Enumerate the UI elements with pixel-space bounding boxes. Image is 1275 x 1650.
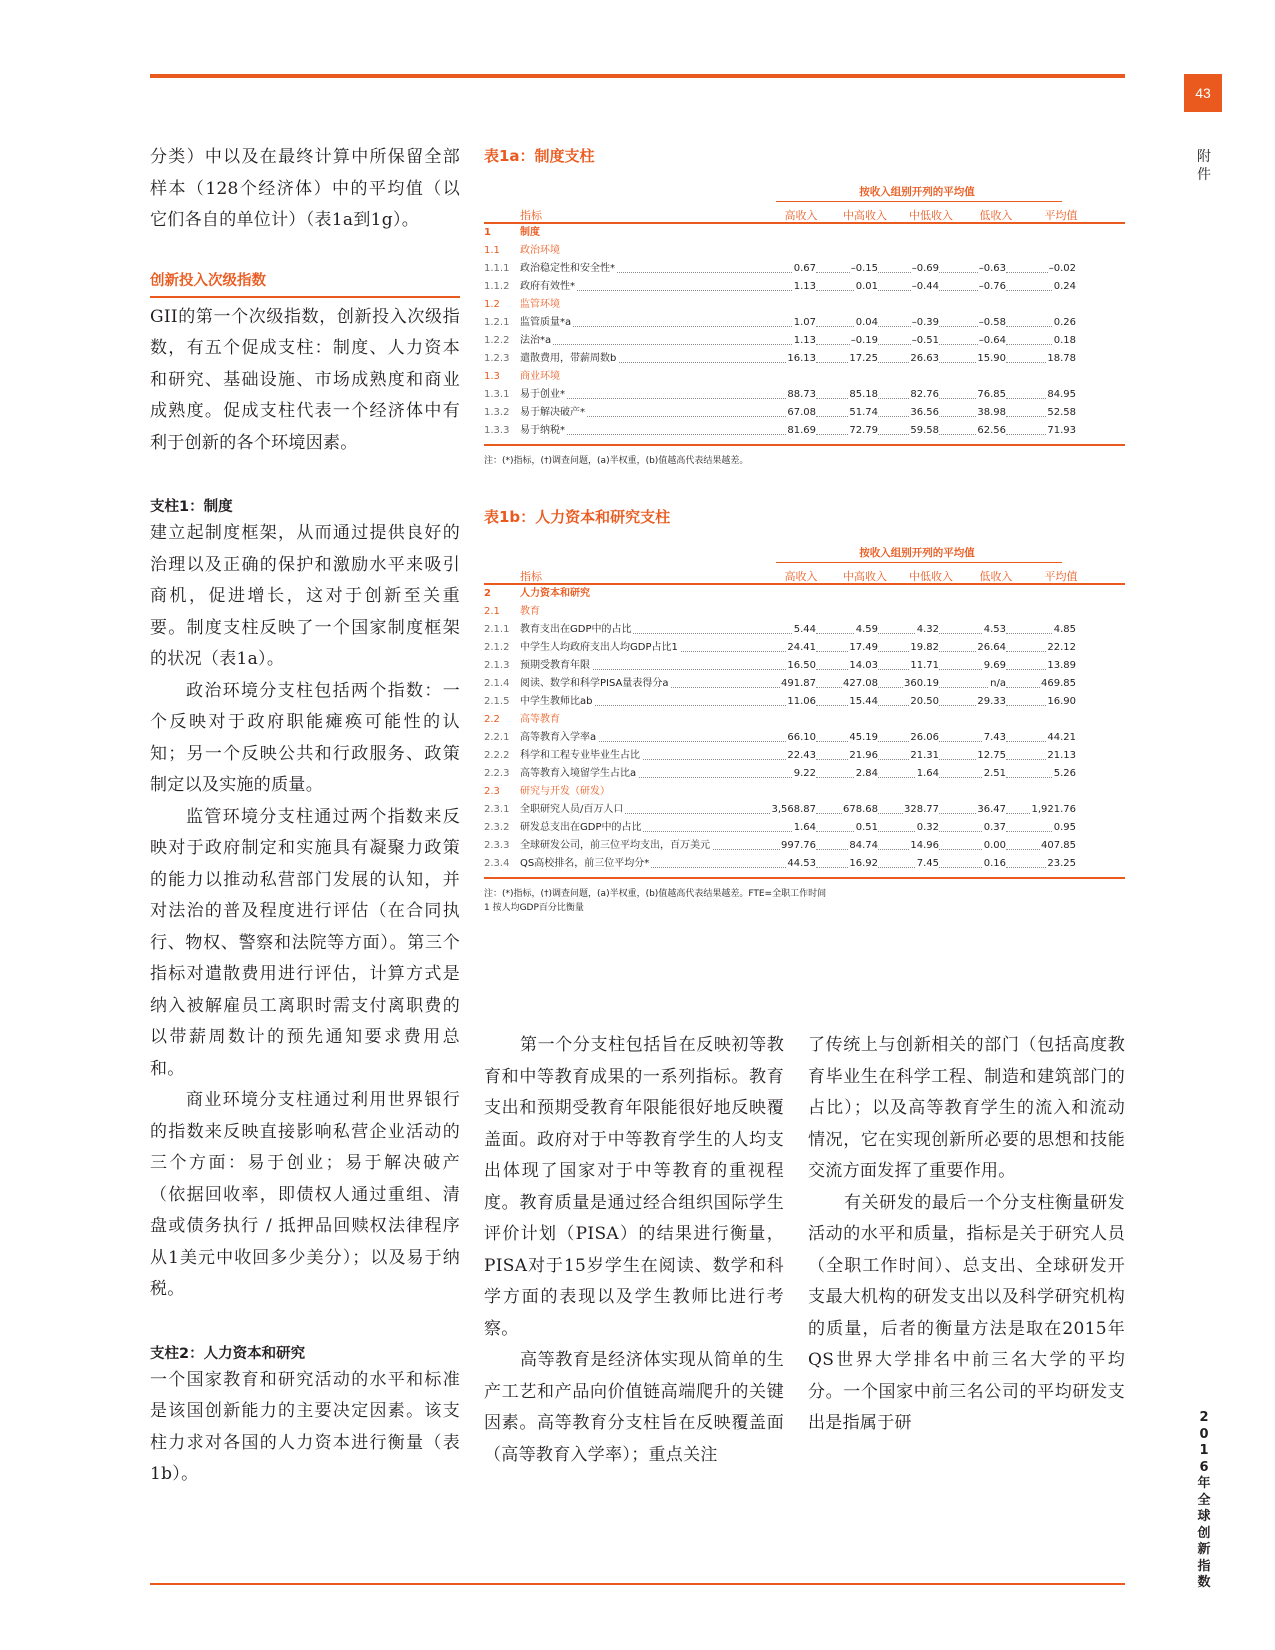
paragraph: 商业环境分支柱通过利用世界银行的指数来反映直接影响私营企业活动的三个方面：易于创业；易于解决破产（依据回收率，即债权人通过重组、清盘或债务执行 / 抵押品回赎权法律程序从1美元中收回多少美分）；以及易于纳税。 xyxy=(150,1090,460,1299)
table-title: 表1a：制度支柱 xyxy=(484,147,595,165)
cell-value: 23.25 xyxy=(1046,855,1076,873)
page-number: 43 xyxy=(1184,74,1222,112)
cell-value: 427.08 xyxy=(842,675,878,693)
cell-value: 4.53 xyxy=(983,621,1006,639)
table-row xyxy=(484,224,1125,242)
row-label: 监管环境 xyxy=(520,299,560,310)
cell-value: 9.69 xyxy=(983,657,1006,675)
side-label-char: 附 xyxy=(1197,149,1211,165)
cell-value: 45.19 xyxy=(848,729,878,747)
row-label: 政府有效性* xyxy=(520,278,577,296)
dot-leader xyxy=(520,344,816,345)
row-code: 1.1.1 xyxy=(484,263,510,274)
left-column xyxy=(150,142,460,1491)
cell-value: 678.68 xyxy=(842,801,878,819)
cell-value: 26.64 xyxy=(976,639,1006,657)
cell-value: 19.82 xyxy=(909,639,939,657)
cell-value: 22.43 xyxy=(786,747,816,765)
cell-value: –0.64 xyxy=(978,332,1006,350)
row-code: 2.1.1 xyxy=(484,624,510,635)
paragraph: 第一个分支柱包括旨在反映初等教育和中等教育成果的一系列指标。教育支出和预期受教育年限能很好地反映覆盖面。政府对于中等教育学生的人均支出体现了国家对于中等教育的重视程度。教育质量是通过经合组织国际学生评价计划（PISA）的结果进行衡量，PISA对于15岁学生在阅读、数学和科学方面的表现以及学生教师比进行考察。 xyxy=(484,1035,784,1339)
cell-value: 67.08 xyxy=(786,404,816,422)
table-row xyxy=(484,368,1125,386)
paragraph: 分类）中以及在最终计算中所保留全部样本（128个经济体）中的平均值（以它们各自的单位计）（表1a到1g）。 xyxy=(150,147,460,230)
column-headers xyxy=(484,204,1125,224)
row-label: 易于纳税* xyxy=(520,422,567,440)
row-label: 易于创业* xyxy=(520,386,567,404)
table-row xyxy=(484,603,1125,621)
cell-value: 76.85 xyxy=(976,386,1006,404)
col-lowermid: 中低收入 xyxy=(909,209,953,222)
cell-value: –0.76 xyxy=(978,278,1006,296)
table-row xyxy=(484,332,1125,350)
row-code: 1.1.2 xyxy=(484,281,510,292)
table-row xyxy=(484,278,1125,296)
cell-value: –0.19 xyxy=(850,332,878,350)
cell-value: 71.93 xyxy=(1046,422,1076,440)
table-body xyxy=(484,224,1125,446)
row-code: 2.1.3 xyxy=(484,660,510,671)
table-note: 注：(*)指标，(†)调查问题，(a)半权重，(b)值越高代表结果越差。 xyxy=(484,456,749,466)
cell-value: 0.00 xyxy=(983,837,1006,855)
col-mean: 平均值 xyxy=(1044,570,1078,583)
running-title-char: 年 xyxy=(1197,1476,1211,1491)
row-code: 2.1.4 xyxy=(484,678,510,689)
cell-value: 0.67 xyxy=(793,260,816,278)
col-indicator: 指标 xyxy=(520,209,542,222)
row-label: 预期受教育年限 xyxy=(520,657,592,675)
cell-value: 0.24 xyxy=(1053,278,1076,296)
row-code: 2.3.1 xyxy=(484,804,510,815)
cell-value: 16.13 xyxy=(786,350,816,368)
table-row xyxy=(484,783,1125,801)
cell-value: 15.90 xyxy=(976,350,1006,368)
cell-value: 85.18 xyxy=(848,386,878,404)
running-title-char: 全 xyxy=(1197,1492,1211,1508)
cell-value: 15.44 xyxy=(848,693,878,711)
paragraph: 一个国家教育和研究活动的水平和标准是该国创新能力的主要决定因素。该支柱力求对各国的人力资本进行衡量（表1b）。 xyxy=(150,1369,460,1484)
cell-value: 82.76 xyxy=(909,386,939,404)
cell-value: 5.26 xyxy=(1053,765,1076,783)
row-code: 2.2.3 xyxy=(484,768,510,779)
cell-value: 2.51 xyxy=(983,765,1006,783)
side-label-char: 件 xyxy=(1197,167,1211,183)
row-label: 中学生人均政府支出人均GDP占比1 xyxy=(520,639,680,657)
cell-value: 72.79 xyxy=(848,422,878,440)
table-row xyxy=(484,639,1125,657)
cell-value: –0.44 xyxy=(911,278,939,296)
middle-column xyxy=(484,1030,784,1471)
table-row xyxy=(484,675,1125,693)
row-label: 法治*a xyxy=(520,332,553,350)
cell-value: 36.56 xyxy=(909,404,939,422)
cell-value: 4.59 xyxy=(855,621,878,639)
subsection-heading: 支柱2：人力资本和研究 xyxy=(150,1345,306,1362)
cell-value: 0.01 xyxy=(855,278,878,296)
cell-value: 38.98 xyxy=(976,404,1006,422)
table-row xyxy=(484,747,1125,765)
group-label: 按收入组别开列的平均值 xyxy=(859,547,975,559)
cell-value: 3,568.87 xyxy=(770,801,816,819)
col-uppermid: 中高收入 xyxy=(843,570,887,583)
row-code: 1.3.1 xyxy=(484,389,510,400)
row-code: 2.2 xyxy=(484,714,500,725)
row-code: 2 xyxy=(484,588,491,599)
paragraph: GII的第一个次级指数，创新投入次级指数，有五个促成支柱：制度、人力资本和研究、基础设施、市场成熟度和商业成熟度。促成支柱代表一个经济体中有利于创新的各个环境因素。 xyxy=(150,306,460,453)
cell-value: 0.32 xyxy=(916,819,939,837)
cell-value: 0.16 xyxy=(983,855,1006,873)
row-code: 2.2.1 xyxy=(484,732,510,743)
row-label: 人力资本和研究 xyxy=(520,588,590,599)
table-row xyxy=(484,585,1125,603)
running-title-char: 新 xyxy=(1197,1542,1211,1557)
cell-value: 17.25 xyxy=(848,350,878,368)
cell-value: 16.90 xyxy=(1046,693,1076,711)
cell-value: 59.58 xyxy=(909,422,939,440)
table-row xyxy=(484,837,1125,855)
cell-value: –0.58 xyxy=(978,314,1006,332)
table-row xyxy=(484,729,1125,747)
row-label: 易于解决破产* xyxy=(520,404,587,422)
cell-value: 469.85 xyxy=(1040,675,1076,693)
running-title-char: 创 xyxy=(1197,1525,1211,1541)
row-code: 1 xyxy=(484,227,491,238)
cell-value: 52.58 xyxy=(1046,404,1076,422)
table-row xyxy=(484,855,1125,873)
cell-value: 62.56 xyxy=(976,422,1006,440)
cell-value: 0.51 xyxy=(855,819,878,837)
cell-value: 22.12 xyxy=(1046,639,1076,657)
cell-value: 1.64 xyxy=(916,765,939,783)
cell-value: 44.53 xyxy=(786,855,816,873)
table-row xyxy=(484,296,1125,314)
row-code: 2.1.2 xyxy=(484,642,510,653)
table-row xyxy=(484,314,1125,332)
row-label: 政治环境 xyxy=(520,245,560,256)
cell-value: 7.45 xyxy=(916,855,939,873)
cell-value: 21.13 xyxy=(1046,747,1076,765)
cell-value: 328.77 xyxy=(903,801,939,819)
cell-value: 16.50 xyxy=(786,657,816,675)
table-note: 注：(*)指标，(†)调查问题，(a)半权重，(b)值越高代表结果越差。FTE=全职工作时间 xyxy=(484,889,827,899)
row-label: 全职研究人员/百万人口 xyxy=(520,801,625,819)
cell-value: 0.18 xyxy=(1053,332,1076,350)
row-label: 高等教育入境留学生占比a xyxy=(520,765,638,783)
row-code: 2.3.2 xyxy=(484,822,510,833)
row-code: 2.1.5 xyxy=(484,696,510,707)
paragraph: 高等教育是经济体实现从简单的生产工艺和产品向价值链高端爬升的关键因素。高等教育分支柱旨在反映覆盖面（高等教育入学率）；重点关注 xyxy=(484,1350,784,1465)
table-1a xyxy=(484,145,1125,468)
cell-value: 360.19 xyxy=(903,675,939,693)
row-code: 2.3 xyxy=(484,786,500,797)
col-low: 低收入 xyxy=(979,209,1013,222)
row-label: 教育支出在GDP中的占比 xyxy=(520,621,633,639)
row-label: 高等教育 xyxy=(520,714,560,725)
running-title-char: 0 xyxy=(1199,1426,1209,1442)
col-lowermid: 中低收入 xyxy=(909,570,953,583)
table-1b xyxy=(484,506,1125,915)
paragraph: 监管环境分支柱通过两个指数来反映对于政府制定和实施具有凝聚力政策的能力以推动私营部门发展的认知，并对法治的普及程度进行评估（在合同执行、物权、警察和法院等方面）。第三个指标对遣散费用进行评估，计算方式是纳入被解雇员工离职时需支付离职费的以带薪周数计的预先通知要求费用总和。 xyxy=(150,806,460,1079)
section-side-label xyxy=(1196,148,1212,184)
table-title: 表1b：人力资本和研究支柱 xyxy=(484,508,671,526)
row-label: 科学和工程专业毕业生占比 xyxy=(520,747,642,765)
cell-value: –0.51 xyxy=(911,332,939,350)
row-code: 2.2.2 xyxy=(484,750,510,761)
cell-value: –0.39 xyxy=(911,314,939,332)
cell-value: –0.63 xyxy=(978,260,1006,278)
running-title-char: 6 xyxy=(1199,1459,1209,1475)
top-rule xyxy=(150,74,1125,78)
row-label: 全球研发公司，前三位平均支出，百万美元 xyxy=(520,837,712,855)
table-row xyxy=(484,404,1125,422)
cell-value: 1.13 xyxy=(793,332,816,350)
cell-value: 407.85 xyxy=(1040,837,1076,855)
cell-value: 491.87 xyxy=(780,675,816,693)
row-code: 1.2.1 xyxy=(484,317,510,328)
cell-value: 21.31 xyxy=(909,747,939,765)
row-label: 研发总支出在GDP中的占比 xyxy=(520,819,643,837)
cell-value: 17.49 xyxy=(848,639,878,657)
row-code: 2.3.4 xyxy=(484,858,510,869)
row-label: 高等教育入学率a xyxy=(520,729,598,747)
cell-value: 24.41 xyxy=(786,639,816,657)
table-row xyxy=(484,350,1125,368)
cell-value: 7.43 xyxy=(983,729,1006,747)
cell-value: 16.92 xyxy=(848,855,878,873)
cell-value: 12.75 xyxy=(976,747,1006,765)
cell-value: 4.85 xyxy=(1053,621,1076,639)
cell-value: n/a xyxy=(989,675,1006,693)
row-label: 遣散费用，带薪周数b xyxy=(520,350,618,368)
row-label: 制度 xyxy=(520,227,540,238)
cell-value: 26.63 xyxy=(909,350,939,368)
table-row xyxy=(484,260,1125,278)
cell-value: 1,921.76 xyxy=(1030,801,1076,819)
cell-value: 21.96 xyxy=(848,747,878,765)
cell-value: 11.71 xyxy=(909,657,939,675)
running-title-char: 数 xyxy=(1197,1575,1211,1590)
paragraph: 政治环境分支柱包括两个指数：一个反映对于政府职能瘫痪可能性的认知；另一个反映公共和行政服务、政策制定以及实施的质量。 xyxy=(150,680,460,795)
row-label: 教育 xyxy=(520,606,540,617)
cell-value: 36.47 xyxy=(976,801,1006,819)
cell-value: 9.22 xyxy=(793,765,816,783)
cell-value: 1.64 xyxy=(793,819,816,837)
row-label: 研究与开发（研发） xyxy=(520,786,610,797)
cell-value: 84.74 xyxy=(848,837,878,855)
row-code: 1.3 xyxy=(484,371,500,382)
cell-value: 0.26 xyxy=(1053,314,1076,332)
bottom-rule xyxy=(150,1583,1125,1585)
running-title-char: 指 xyxy=(1197,1558,1211,1574)
col-mean: 平均值 xyxy=(1044,209,1078,222)
col-high: 高收入 xyxy=(784,209,818,222)
row-code: 1.3.3 xyxy=(484,425,510,436)
table-row xyxy=(484,657,1125,675)
table-row xyxy=(484,693,1125,711)
table-row xyxy=(484,242,1125,260)
col-uppermid: 中高收入 xyxy=(843,209,887,222)
cell-value: 0.37 xyxy=(983,819,1006,837)
running-title-char: 1 xyxy=(1199,1443,1209,1458)
row-code: 1.2.3 xyxy=(484,353,510,364)
cell-value: –0.15 xyxy=(850,260,878,278)
col-high: 高收入 xyxy=(784,570,818,583)
group-label: 按收入组别开列的平均值 xyxy=(859,186,975,198)
table-row xyxy=(484,621,1125,639)
cell-value: 44.21 xyxy=(1046,729,1076,747)
running-title-char: 球 xyxy=(1197,1509,1211,1524)
table-row xyxy=(484,386,1125,404)
cell-value: 14.03 xyxy=(848,657,878,675)
cell-value: 88.73 xyxy=(786,386,816,404)
cell-value: 14.96 xyxy=(909,837,939,855)
cell-value: 1.07 xyxy=(793,314,816,332)
subsection-heading: 支柱1：制度 xyxy=(150,499,233,515)
row-code: 2.3.3 xyxy=(484,840,510,851)
cell-value: 29.33 xyxy=(976,693,1006,711)
paragraph: 建立起制度框架，从而通过提供良好的治理以及正确的保护和激励水平来吸引商机，促进增长，这对于创新至关重要。制度支柱反映了一个国家制度框架的状况（表1a）。 xyxy=(150,523,460,669)
table-row xyxy=(484,801,1125,819)
column-headers xyxy=(484,565,1125,585)
cell-value: 0.95 xyxy=(1053,819,1076,837)
section-heading: 创新投入次级指数 xyxy=(150,269,460,298)
row-label: 监管质量*a xyxy=(520,314,573,332)
row-code: 1.1 xyxy=(484,245,500,256)
table-row xyxy=(484,711,1125,729)
cell-value: 11.06 xyxy=(786,693,816,711)
cell-value: 18.78 xyxy=(1046,350,1076,368)
row-label: 政治稳定性和安全性* xyxy=(520,260,617,278)
table-body xyxy=(484,585,1125,879)
cell-value: 0.04 xyxy=(855,314,878,332)
table-row xyxy=(484,765,1125,783)
row-code: 1.3.2 xyxy=(484,407,510,418)
row-label: 阅读、数学和科学PISA量表得分a xyxy=(520,675,670,693)
right-column xyxy=(808,1030,1125,1440)
row-code: 1.2.2 xyxy=(484,335,510,346)
cell-value: –0.02 xyxy=(1048,260,1076,278)
cell-value: 66.10 xyxy=(786,729,816,747)
cell-value: 2.84 xyxy=(855,765,878,783)
cell-value: –0.69 xyxy=(911,260,939,278)
cell-value: 5.44 xyxy=(793,621,816,639)
cell-value: 997.76 xyxy=(780,837,816,855)
cell-value: 4.32 xyxy=(916,621,939,639)
cell-value: 13.89 xyxy=(1046,657,1076,675)
cell-value: 26.06 xyxy=(909,729,939,747)
cell-value: 1.13 xyxy=(793,278,816,296)
cell-value: 20.50 xyxy=(909,693,939,711)
table-row xyxy=(484,422,1125,440)
cell-value: 81.69 xyxy=(786,422,816,440)
cell-value: 51.74 xyxy=(848,404,878,422)
row-label: 中学生教师比ab xyxy=(520,693,594,711)
row-label: QS高校排名，前三位平均分* xyxy=(520,855,651,873)
tables-area xyxy=(484,145,1125,915)
table-row xyxy=(484,819,1125,837)
paragraph: 有关研发的最后一个分支柱衡量研发活动的水平和质量，指标是关于研究人员（全职工作时间）、总支出、全球研发开支最大机构的研发支出以及科学研究机构的质量，后者的衡量方法是取在2015年QS世界大学排名中前三名大学的平均分。一个国家中前三名公司的平均研发支出是指属于研 xyxy=(808,1192,1125,1433)
row-code: 1.2 xyxy=(484,299,500,310)
row-code: 2.1 xyxy=(484,606,500,617)
table-footnote: 1 按人均GDP百分比衡量 xyxy=(484,903,584,913)
running-title-char: 2 xyxy=(1199,1410,1209,1425)
row-label: 商业环境 xyxy=(520,371,560,382)
paragraph: 了传统上与创新相关的部门（包括高度教育毕业生在科学工程、制造和建筑部门的占比）；以及高等教育学生的流入和流动情况，它在实现创新所必要的思想和技能交流方面发挥了重要作用。 xyxy=(808,1035,1125,1181)
cell-value: 84.95 xyxy=(1046,386,1076,404)
col-indicator: 指标 xyxy=(520,570,542,583)
col-low: 低收入 xyxy=(979,570,1013,583)
running-title xyxy=(1196,1410,1212,1592)
